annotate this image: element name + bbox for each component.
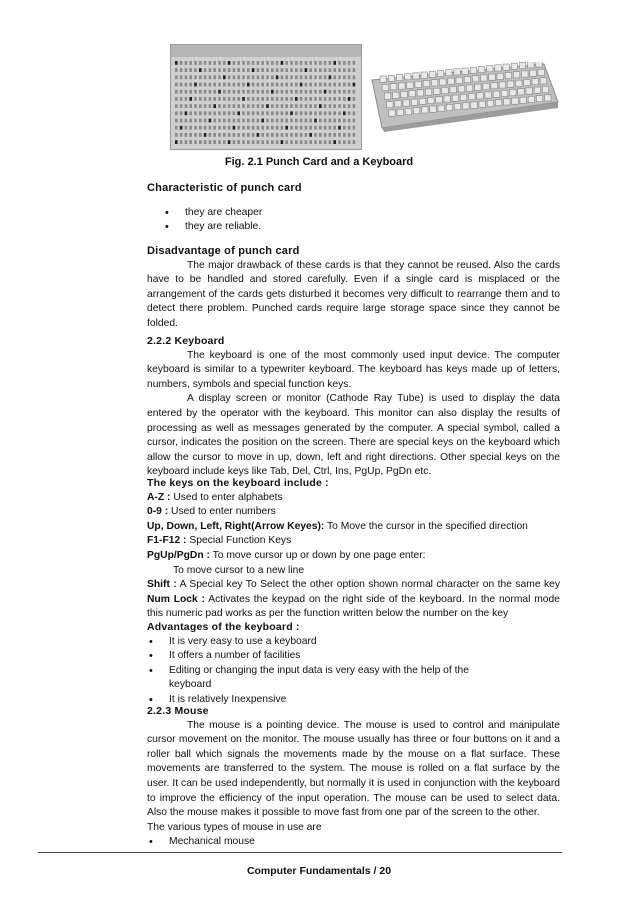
key-line xyxy=(147,491,560,506)
key-name: Shift : xyxy=(147,579,177,591)
key-description: A Special key To Select the other option shown normal character on the same key xyxy=(176,579,561,591)
shift-paragraph xyxy=(147,578,560,622)
list-item: • they are reliable. xyxy=(147,220,560,235)
list-item: • It is very easy to use a keyboard xyxy=(147,635,497,650)
key-description: To move cursor up or down by one page enter: xyxy=(209,549,426,561)
key-description: Used to enter numbers xyxy=(168,506,276,518)
keyboard-image xyxy=(368,62,560,132)
punch-disadvantage-section xyxy=(147,244,560,332)
key-name: Num Lock : xyxy=(147,593,205,605)
punch-characteristics-section xyxy=(147,181,560,235)
key-line xyxy=(147,549,560,564)
key-description: Used to enter alphabets xyxy=(170,491,283,503)
figure-punch-card-keyboard xyxy=(170,40,565,152)
section-heading: 2.2.2 Keyboard xyxy=(147,335,225,347)
keyboard-section xyxy=(147,334,560,480)
section-heading: 2.2.3 Mouse xyxy=(147,705,209,717)
mouse-section xyxy=(147,704,560,850)
key-description: Special Function Keys xyxy=(186,535,292,547)
punch-card-image xyxy=(170,44,362,150)
key-description: Activates the keypad on the right side of the keyboard. In the normal mode this numeric pad works as per the function written below the number on the key xyxy=(147,593,560,620)
paragraph: A display screen or monitor (Cathode Ray Tube) is used to display the data entered by the operator with the keyboard. This monitor can also display the results of processing as well as messages generated by the computer. A special symbol, called a cursor, indicates the position on the screen. There are special keys on the keyboard which allow the cursor to move in up, down, left and right directions. Other special keys on the keyboard include keys like Tab, Del, Ctrl, Ins, PgUp, PgDn etc. xyxy=(147,393,560,478)
key-name: PgUp/PgDn : xyxy=(147,549,210,561)
key-line xyxy=(147,505,560,520)
list-item: • It is relatively Inexpensive xyxy=(147,693,497,708)
key-line xyxy=(147,534,560,549)
key-line-indented: To move cursor to a new line xyxy=(173,564,305,576)
key-name: A-Z : xyxy=(147,491,171,503)
advantages-section xyxy=(147,620,560,708)
characteristics-list xyxy=(147,206,560,235)
paragraph: The keyboard is one of the most commonly used input device. The computer keyboard is similar to a typewriter keyboard. The keyboard has keys made up of letters, numbers, symbols and special function keys. xyxy=(147,349,560,390)
key-description: To Move the cursor in the specified direction xyxy=(324,520,528,532)
section-heading: Advantages of the keyboard : xyxy=(147,621,300,633)
section-heading: Characteristic of punch card xyxy=(147,182,302,194)
list-item: • they are cheaper xyxy=(147,206,560,221)
list-item: • It offers a number of facilities xyxy=(147,649,497,664)
section-heading: The keys on the keyboard include : xyxy=(147,477,329,489)
advantages-list xyxy=(147,635,497,708)
key-line xyxy=(147,520,560,535)
paragraph: The mouse is a pointing device. The mouse is used to control and manipulate cursor movement on the monitor. The mouse usually has three or four buttons on it and a roller ball which signals the movements made by the mouse on a flat surface. These movements are transferred to the system. The mouse is rolled on a flat surface by the user. It can be used independently, but normally it is used in conjunction with the keyboard to improve the efficiency of the input operation. The mouse can be used to select data. Also the mouse makes it possible to move fast from one par of the screen to the other. xyxy=(147,719,560,819)
section-heading: Disadvantage of punch card xyxy=(147,245,300,257)
key-name: Up, Down, Left, Right(Arrow Keyes): xyxy=(147,520,325,532)
keys-section xyxy=(147,476,560,622)
key-name: 0-9 : xyxy=(147,506,169,518)
list-item: • Mechanical mouse xyxy=(147,835,560,850)
key-name: F1-F12 : xyxy=(147,535,187,547)
figure-caption: Fig. 2.1 Punch Card and a Keyboard xyxy=(224,156,414,168)
page-footer: Computer Fundamentals / 20 xyxy=(246,865,392,877)
footer-divider xyxy=(38,852,562,853)
paragraph: The various types of mouse in use are xyxy=(147,821,322,833)
list-item: • Editing or changing the input data is very easy with the help of the keyboard xyxy=(147,664,497,693)
paragraph: The major drawback of these cards is that they cannot be reused. Also the cards have to be handled and stored carefully. Even if a single card is misplaced or the arrangement of the cards gets disturbed it becomes very difficult to rearrange them and to detect there problem. Punched cards require large storage space since they cannot be folded. xyxy=(147,259,560,329)
mouse-types-list xyxy=(147,835,560,850)
